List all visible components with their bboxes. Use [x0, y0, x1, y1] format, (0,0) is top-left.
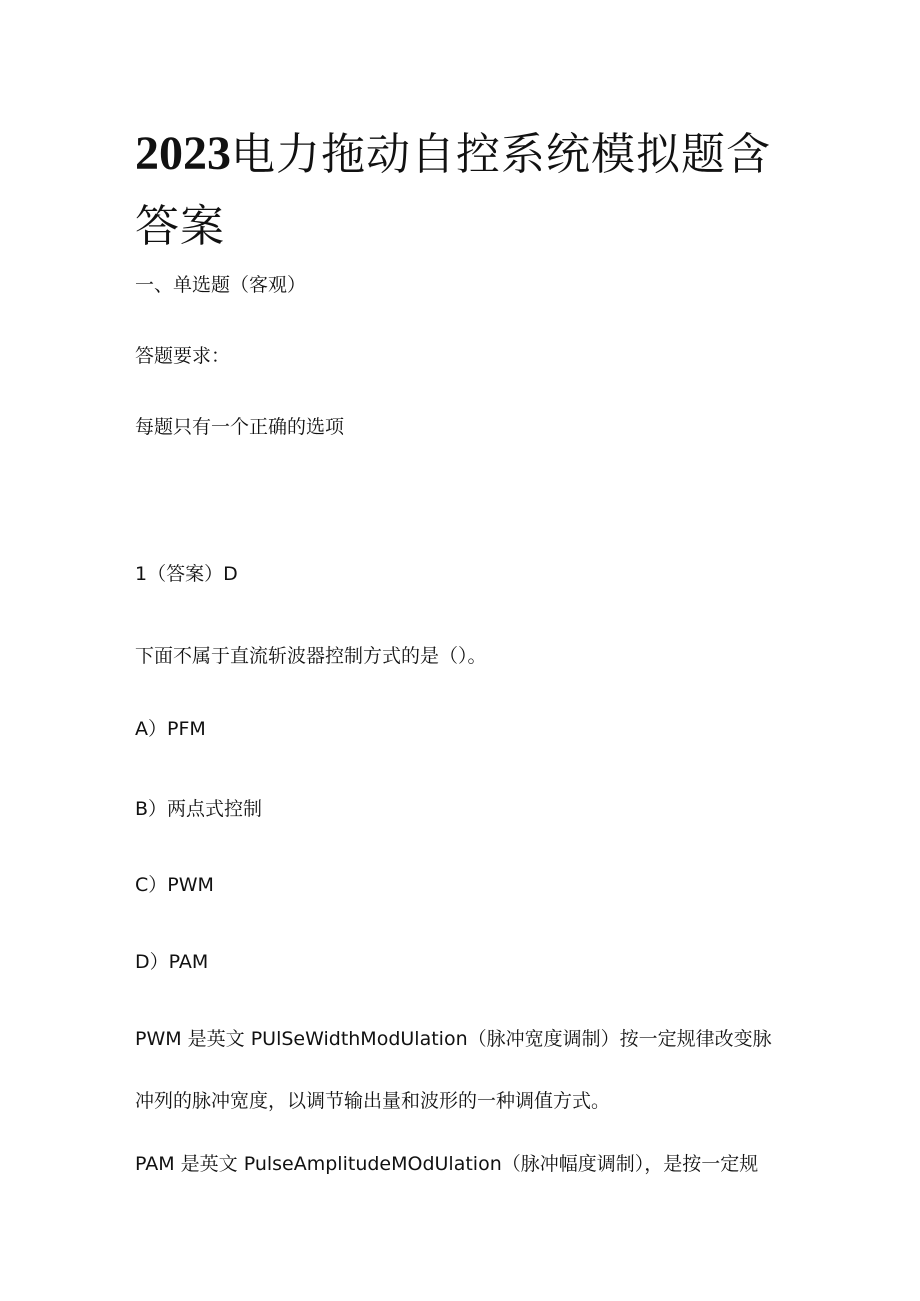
requirements-text: 每题只有一个正确的选项 [135, 416, 345, 438]
question-answer-line: 1（答案）D [135, 563, 238, 585]
title-text: 电力拖动自控系统模拟题含答案 [135, 129, 771, 252]
question-stem: 下面不属于直流斩波器控制方式的是（）。 [135, 645, 487, 667]
explanation-line: 冲列的脉冲宽度，以调节输出量和波形的一种调值方式。 [135, 1090, 611, 1112]
option-d: D）PAM [135, 951, 209, 973]
document-title [135, 118, 795, 263]
explanation-line: PWM 是英文 PUlSeWidthModUlation（脉冲宽度调制）按一定规律改变脉 [135, 1028, 772, 1050]
option-c: C）PWM [135, 874, 214, 896]
option-b: B）两点式控制 [135, 798, 263, 820]
explanation-line: PAM 是英文 PulseAmplitudeMOdUlation（脉冲幅度调制），是按一定规 [135, 1153, 759, 1175]
option-a: A）PFM [135, 718, 206, 740]
title-year: 2023 [135, 127, 231, 180]
section-heading: 一、单选题（客观） [135, 274, 307, 296]
explanation-block [135, 1026, 795, 1213]
requirements-label: 答题要求： [135, 345, 231, 367]
